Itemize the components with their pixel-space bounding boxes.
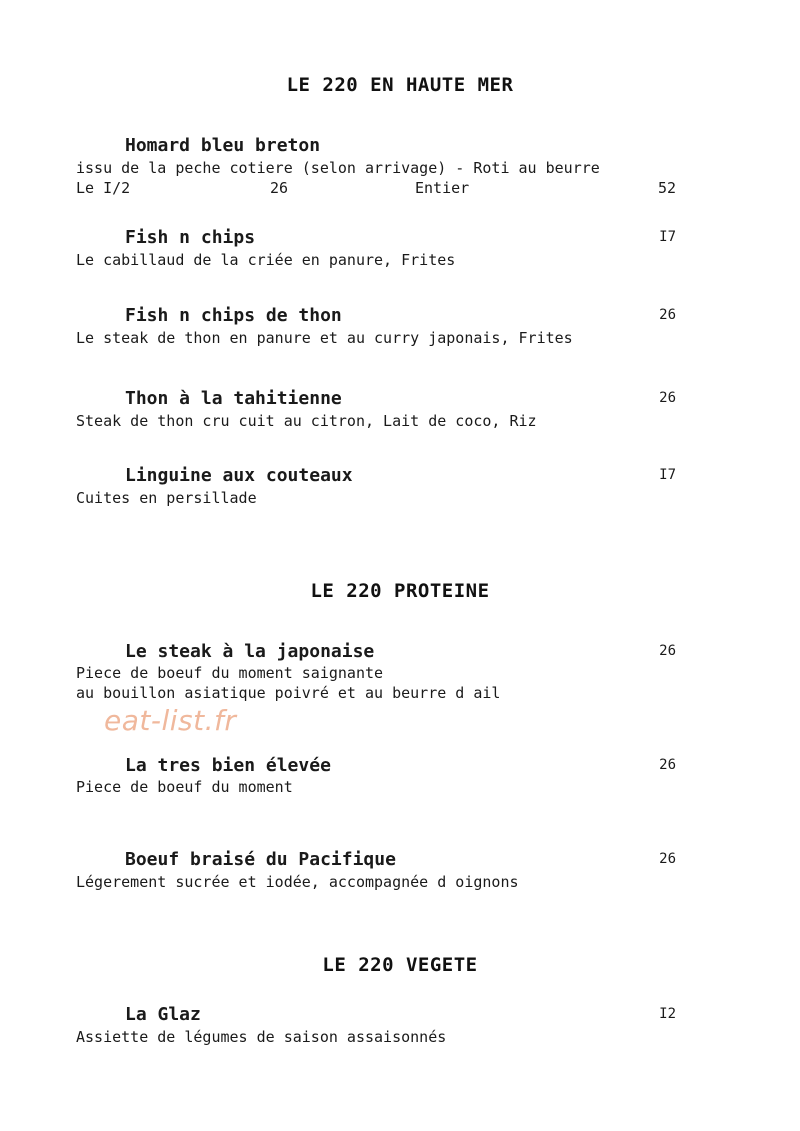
item-name: Boeuf braisé du Pacifique [125,849,396,870]
item-price: I7 [659,229,676,245]
item-description-line-2: au bouillon asiatique poivré et au beurre d ail [76,684,501,702]
option-whole-price: 52 [657,179,676,197]
item-price: I7 [659,467,676,483]
item-name: Thon à la tahitienne [125,388,342,409]
item-description-line-1: Piece de boeuf du moment saignante [76,664,384,682]
item-description: Steak de thon cru cuit au citron, Lait de coco, Riz [76,412,537,430]
item-description: Le cabillaud de la criée en panure, Frites [76,251,456,269]
item-description: Légerement sucrée et iodée, accompagnée d oignons [76,873,519,891]
item-description: issu de la peche cotiere (selon arrivage) - Roti au beurre [76,159,600,177]
item-description: Assiette de légumes de saison assaisonnés [76,1028,447,1046]
item-name: La Glaz [125,1004,201,1025]
item-price: 26 [659,643,676,659]
section-title-vegete: LE 220 VEGETE [322,954,478,976]
watermark-logo: eat-list.fr [104,704,237,737]
option-whole-label: Entier [415,179,470,197]
item-name: Homard bleu breton [125,135,321,156]
item-price: 26 [659,390,676,406]
item-price: I2 [659,1006,676,1022]
item-name: Fish n chips [125,227,256,248]
section-title-proteine: LE 220 PROTEINE [310,580,490,602]
item-name: Fish n chips de thon [125,305,342,326]
item-description: Le steak de thon en panure et au curry japonais, Frites [76,329,573,347]
item-name: Linguine aux couteaux [125,465,353,486]
item-description: Cuites en persillade [76,489,257,507]
item-price: 26 [659,307,676,323]
item-name: La tres bien élevée [125,755,331,776]
item-name: Le steak à la japonaise [125,641,375,662]
item-price: 26 [659,851,676,867]
option-half-label: Le I/2 [76,179,131,197]
item-price: 26 [659,757,676,773]
section-title-haute-mer: LE 220 EN HAUTE MER [286,74,514,96]
item-description: Piece de boeuf du moment [76,778,293,796]
option-half-price: 26 [270,179,289,197]
